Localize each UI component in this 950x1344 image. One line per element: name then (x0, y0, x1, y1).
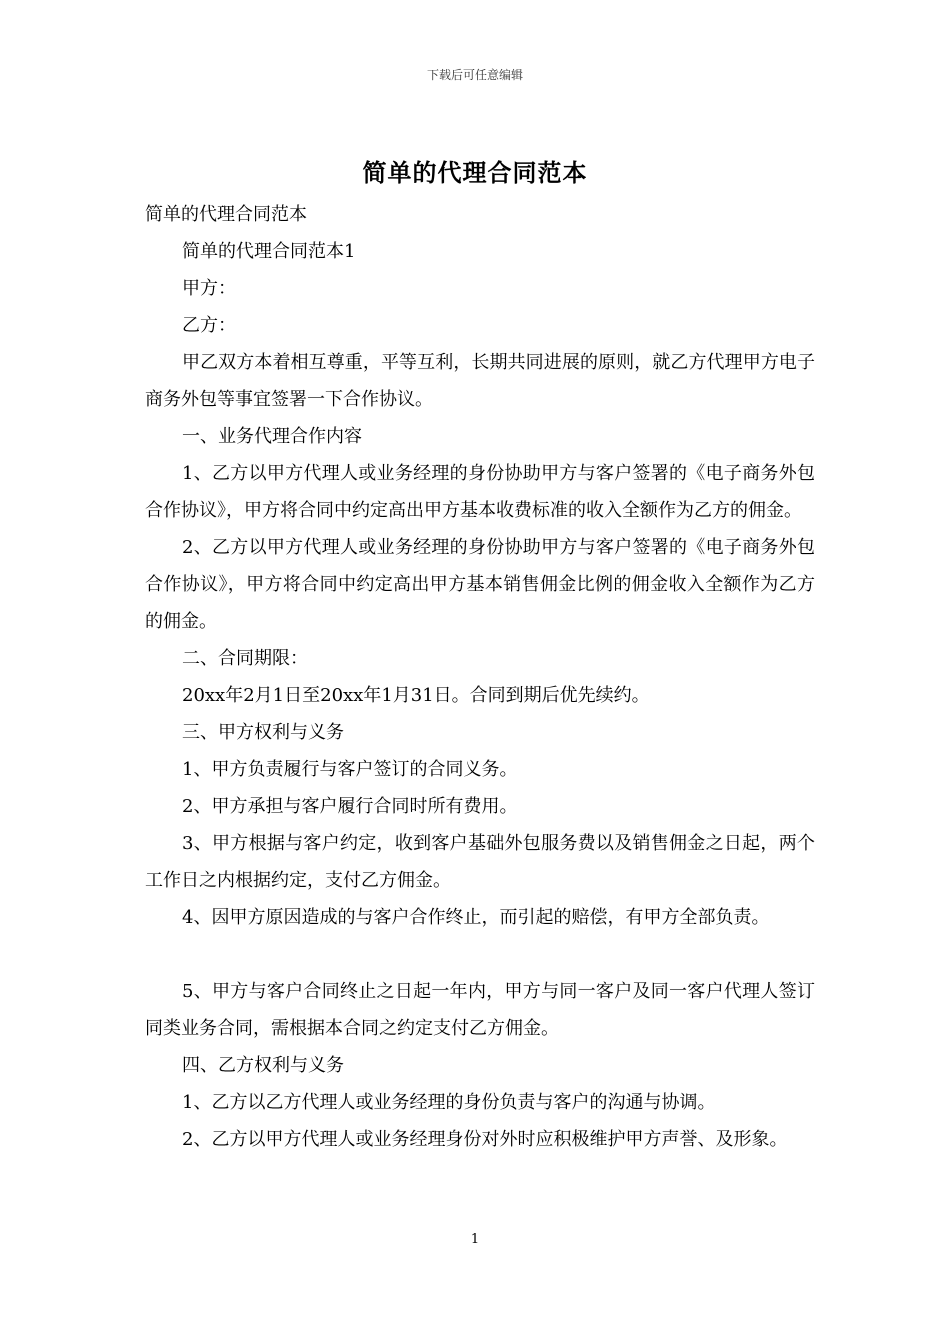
section-heading-term: 二、合同期限： (182, 648, 308, 669)
clause-party-b-1: 1、乙方以乙方代理人或业务经理的身份负责与客户的沟通与协调。 (182, 1092, 716, 1113)
document-body (145, 196, 815, 1158)
section-heading-party-a-rights: 三、甲方权利与义务 (182, 722, 344, 743)
paragraph-preamble: 甲乙双方本着相互尊重，平等互利，长期共同进展的原则，就乙方代理甲方电子商务外包等事宜签署一下合作协议。 (145, 352, 815, 410)
blank-line (145, 936, 815, 973)
section-heading-party-b-rights: 四、乙方权利与义务 (182, 1055, 344, 1076)
clause-party-a-4: 4、因甲方原因造成的与客户合作终止，而引起的赔偿，有甲方全部负责。 (182, 907, 770, 928)
paragraph-subtitle: 简单的代理合同范本 (145, 204, 307, 225)
clause-term: 20xx年2月1日至20xx年1月31日。合同到期后优先续约。 (182, 685, 650, 706)
clause-party-a-1: 1、甲方负责履行与客户签订的合同义务。 (182, 759, 518, 780)
clause-party-a-3: 3、甲方根据与客户约定，收到客户基础外包服务费以及销售佣金之日起，两个工作日之内根据约定，支付乙方佣金。 (145, 833, 815, 891)
clause-cooperation-1: 1、乙方以甲方代理人或业务经理的身份协助甲方与客户签署的《电子商务外包合作协议》，甲方将合同中约定高出甲方基本收费标准的收入全额作为乙方的佣金。 (145, 463, 815, 521)
page-number: 1 (470, 1232, 480, 1247)
document-title: 简单的代理合同范本 (362, 158, 588, 187)
paragraph-party-b: 乙方： (182, 315, 236, 336)
header-note: 下载后可任意编辑 (426, 68, 523, 82)
clause-party-b-2: 2、乙方以甲方代理人或业务经理身份对外时应积极维护甲方声誉、及形象。 (182, 1129, 788, 1150)
section-heading-cooperation: 一、业务代理合作内容 (182, 426, 362, 447)
clause-cooperation-2: 2、乙方以甲方代理人或业务经理的身份协助甲方与客户签署的《电子商务外包合作协议》，甲方将合同中约定高出甲方基本销售佣金比例的佣金收入全额作为乙方的佣金。 (145, 537, 815, 632)
clause-party-a-5: 5、甲方与客户合同终止之日起一年内，甲方与同一客户及同一客户代理人签订同类业务合同，需根据本合同之约定支付乙方佣金。 (145, 981, 815, 1039)
paragraph-party-a: 甲方： (182, 278, 236, 299)
paragraph-template-heading: 简单的代理合同范本1 (182, 241, 356, 262)
clause-party-a-2: 2、甲方承担与客户履行合同时所有费用。 (182, 796, 518, 817)
